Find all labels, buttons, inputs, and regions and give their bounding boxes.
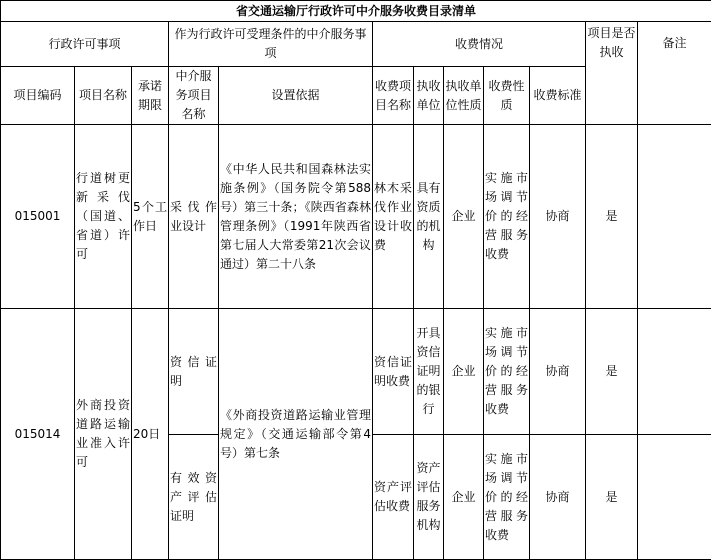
table-row [1, 309, 711, 435]
header-basis: 设置依据 [219, 67, 373, 125]
cell-service-name: 资信证明 [169, 309, 219, 435]
table-title: 省交通运输厅行政许可中介服务收费目录清单 [1, 1, 711, 22]
header-item-code: 项目编码 [1, 67, 75, 125]
cell-promised-period: 5个工作日 [132, 125, 169, 309]
table-row [1, 125, 711, 309]
header-fee-standard: 收费标准 [530, 67, 586, 125]
cell-promised-period: 20日 [132, 309, 169, 560]
cell-unit-nature: 企业 [444, 125, 484, 309]
header-admin-permit: 行政许可事项 [1, 22, 169, 67]
cell-service-name: 采伐作业设计 [169, 125, 219, 309]
cell-is-prerequisite: 是 [586, 435, 638, 560]
header-fee-nature: 收费性质 [484, 67, 530, 125]
cell-collecting-unit: 资产评估服务机构 [414, 435, 444, 560]
cell-basis: 《中华人民共和国森林法实施条例》（国务院令第588号）第三十条；《陕西省森林管理条例》（1991年陕西省第七届人大常委第21次会议通过）第二十八条 [219, 125, 373, 309]
header-unit-nature: 执收单位性质 [444, 67, 484, 125]
header-item-name: 项目名称 [75, 67, 132, 125]
header-promised-period: 承诺期限 [132, 67, 169, 125]
cell-remark [638, 309, 711, 435]
cell-fee-standard: 协商 [530, 435, 586, 560]
cell-fee-nature: 实施市场调节价的经营服务收费 [484, 435, 530, 560]
header-is-prerequisite: 项目是否执收 [586, 22, 638, 125]
cell-item-name: 外商投资道路运输业准入许可 [75, 309, 132, 560]
cell-unit-nature: 企业 [444, 309, 484, 435]
cell-is-prerequisite: 是 [586, 125, 638, 309]
cell-collecting-unit: 开具资信证明的银行 [414, 309, 444, 435]
cell-item-code: 015001 [1, 125, 75, 309]
header-fee-item-name: 收费项目名称 [373, 67, 414, 125]
cell-fee-item-name: 资信证明收费 [373, 309, 414, 435]
cell-fee-nature: 实施市场调节价的经营服务收费 [484, 125, 530, 309]
cell-fee-standard: 协商 [530, 309, 586, 435]
cell-fee-nature: 实施市场调节价的经营服务收费 [484, 309, 530, 435]
cell-collecting-unit: 具有资质的机构 [414, 125, 444, 309]
cell-fee-standard: 协商 [530, 125, 586, 309]
cell-basis: 《外商投资道路运输业管理规定》（交通运输部令第4号）第七条 [219, 309, 373, 560]
cell-unit-nature: 企业 [444, 435, 484, 560]
header-service-name: 中介服务项目名称 [169, 67, 219, 125]
cell-remark [638, 125, 711, 309]
cell-item-name: 行道树更新采伐（国道、省道）许可 [75, 125, 132, 309]
cell-is-prerequisite: 是 [586, 309, 638, 435]
header-remark: 备注 [638, 22, 711, 125]
header-collecting-unit: 执收单位 [414, 67, 444, 125]
cell-service-name: 有效资产评估证明 [169, 435, 219, 560]
cell-fee-item-name: 林木采伐作业设计收费 [373, 125, 414, 309]
cell-fee-item-name: 资产评估收费 [373, 435, 414, 560]
header-fee-info: 收费情况 [373, 22, 586, 67]
cell-remark [638, 435, 711, 560]
cell-item-code: 015014 [1, 309, 75, 560]
header-intermediary-service: 作为行政许可受理条件的中介服务事项 [169, 22, 373, 67]
